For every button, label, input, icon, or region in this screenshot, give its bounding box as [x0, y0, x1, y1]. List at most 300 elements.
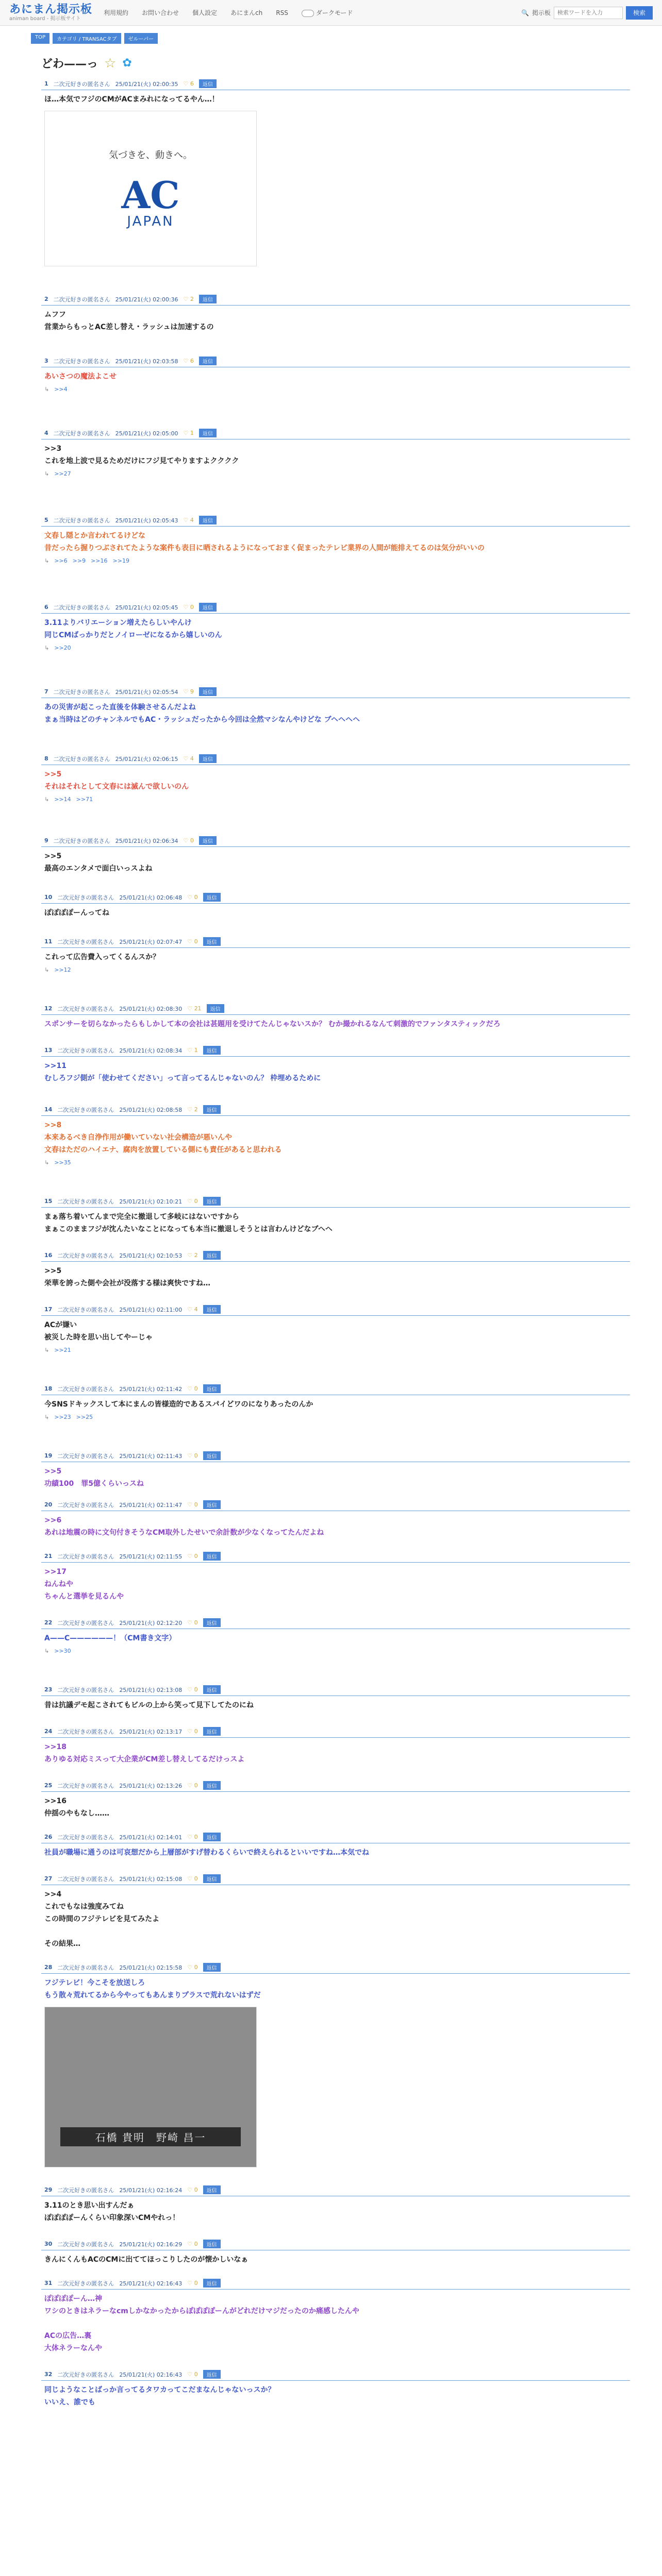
post-footer: [41, 963, 630, 973]
good-count: 21: [194, 1005, 202, 1012]
post-author: 二次元好きの匿名さん: [57, 1728, 114, 1735]
post-body: 文春し隠とか言われてるけどな 昔だったら握りつぶされてたような案件も表目に晒されるようになっておまく促まったテレビ業界の人間が能排えてるのは気分がいいの: [44, 532, 485, 552]
post-body: >>5 それはそれとして文春には滅んで欲しいのん: [44, 770, 189, 791]
post-number[interactable]: 5: [44, 517, 48, 523]
heart-icon: ♡: [183, 358, 190, 364]
post-author: 二次元好きの匿名さん: [57, 2241, 114, 2248]
post-header: [41, 1781, 630, 1792]
reply-button[interactable]: 返信: [199, 295, 217, 303]
good-count: 0: [194, 1452, 198, 1459]
ac-tagline: 気づきを、動きへ。: [109, 150, 192, 161]
reply-button[interactable]: 返信: [203, 937, 221, 946]
good-count: 2: [194, 1252, 198, 1259]
good-button[interactable]: [184, 688, 194, 695]
post-body: >>4 これでもなは強度みてね この時間のフジテレビを見てみたよ その結果…: [44, 1890, 160, 1948]
reply-button[interactable]: 返信: [203, 2240, 221, 2248]
post-author: 二次元好きの匿名さん: [57, 1964, 114, 1971]
heart-icon: ♡: [183, 517, 190, 523]
post-number[interactable]: 3: [44, 358, 48, 364]
post-author: 二次元好きの匿名さん: [53, 688, 110, 696]
post-number[interactable]: 10: [44, 894, 53, 901]
good-button[interactable]: [187, 2241, 197, 2247]
post: [32, 2185, 630, 2224]
post: [32, 2240, 630, 2266]
post-number[interactable]: 1: [44, 80, 48, 87]
reply-anchor-link[interactable]: >>6: [54, 557, 68, 564]
reply-button[interactable]: 返信: [203, 2279, 221, 2287]
twitter-share-icon[interactable]: ✿: [122, 57, 132, 70]
reply-button[interactable]: 返信: [203, 1618, 221, 1627]
post-number[interactable]: 17: [44, 1306, 53, 1313]
post-author: 二次元好きの匿名さん: [53, 358, 110, 365]
favorite-star-icon[interactable]: ☆: [104, 55, 117, 71]
good-button[interactable]: [184, 80, 194, 87]
reply-anchor-link[interactable]: >>25: [76, 1414, 93, 1420]
post-header: [41, 2185, 630, 2196]
post-body: ほ…本気でフジのCMがACまみれになってるやん…！: [44, 95, 219, 104]
post-header: [41, 1305, 630, 1316]
heart-icon: ♡: [183, 430, 190, 436]
reply-arrow-icon: ↳: [44, 967, 49, 973]
heart-icon: ♡: [187, 2371, 194, 2378]
post-footer: [41, 793, 630, 803]
post-date: 25/01/21(火) 02:06:15: [115, 755, 178, 762]
post-header: [41, 429, 630, 439]
good-count: 4: [190, 517, 194, 523]
post-header: [41, 937, 630, 948]
post-body: >>11 むしろフジ側が「使わせてください」って言ってるんじゃないのん？ 枠埋めるために: [44, 1062, 321, 1082]
post-header: [41, 687, 630, 698]
reply-button[interactable]: 返信: [203, 1552, 221, 1561]
post-body: きんにくんもACのCMに出ててほっこりしたのが懐かしいなぁ: [44, 2256, 249, 2264]
post-author: 二次元好きの匿名さん: [53, 296, 110, 303]
post-number[interactable]: 23: [44, 1686, 53, 1693]
good-button[interactable]: [187, 1306, 197, 1313]
reply-button[interactable]: 返信: [207, 1004, 224, 1013]
post-header: [41, 2279, 630, 2290]
post-header: [41, 1618, 630, 1629]
good-button[interactable]: [187, 1553, 197, 1560]
heart-icon: ♡: [187, 1553, 194, 1560]
post-number[interactable]: 27: [44, 1875, 53, 1882]
heart-icon: ♡: [187, 1385, 194, 1392]
post-number[interactable]: 32: [44, 2371, 53, 2378]
post-body: >>5 功績100 罪5億くらいっスね: [44, 1467, 144, 1488]
good-count: 1: [194, 1047, 198, 1054]
breadcrumb-category[interactable]: カテゴリ / TRANSACタブ: [53, 33, 121, 44]
post-date: 25/01/21(火) 02:13:17: [119, 1728, 183, 1735]
post-body: >>3 これを地上波で見るためだけにフジ見てやりますよクククク: [44, 445, 239, 465]
post-author: 二次元好きの匿名さん: [57, 1005, 114, 1012]
post-date: 25/01/21(火) 02:16:24: [119, 2187, 183, 2194]
post-footer: [41, 383, 630, 393]
post-header: [41, 1105, 630, 1116]
post-date: 25/01/21(火) 02:15:08: [119, 1875, 183, 1883]
post-date: 25/01/21(火) 02:15:58: [119, 1964, 183, 1971]
reply-anchor-link[interactable]: >>9: [72, 557, 86, 564]
heart-icon: ♡: [187, 1198, 194, 1205]
reply-arrow-icon: ↳: [44, 557, 49, 564]
good-button[interactable]: [184, 358, 194, 364]
heart-icon: ♡: [183, 688, 190, 695]
post-number[interactable]: 4: [44, 430, 48, 436]
good-count: 1: [190, 430, 194, 436]
photo-caption: 石橋 貴明 野崎 昌一: [60, 2127, 241, 2146]
reply-anchor-link[interactable]: >>21: [54, 1347, 71, 1353]
post-number[interactable]: 24: [44, 1728, 53, 1735]
reply-anchor-link[interactable]: >>4: [54, 386, 68, 393]
reply-button[interactable]: 返信: [203, 1500, 221, 1509]
good-count: 0: [194, 1686, 198, 1693]
good-count: 0: [194, 2187, 198, 2193]
breadcrumb-board[interactable]: ゼルーパー: [124, 33, 158, 44]
reply-button[interactable]: 返信: [199, 603, 217, 612]
good-button[interactable]: [187, 1005, 201, 1012]
post-date: 25/01/21(火) 02:11:47: [119, 1501, 183, 1509]
post-body: あいさつの魔法よこせ: [44, 372, 117, 381]
good-button[interactable]: [187, 1385, 197, 1392]
good-button[interactable]: [187, 894, 197, 901]
post-number[interactable]: 13: [44, 1047, 53, 1054]
reply-button[interactable]: 返信: [203, 1305, 221, 1314]
site-logo[interactable]: [9, 4, 92, 22]
good-count: 4: [190, 755, 194, 762]
post-author: 二次元好きの匿名さん: [57, 1553, 114, 1560]
reply-arrow-icon: ↳: [44, 1648, 49, 1654]
nav-terms[interactable]: 利用規約: [104, 9, 129, 16]
good-button[interactable]: [187, 1728, 197, 1735]
heart-icon: ♡: [187, 1306, 194, 1313]
post-date: 25/01/21(火) 02:16:43: [119, 2371, 183, 2378]
header-nav: [104, 8, 353, 17]
post-author: 二次元好きの匿名さん: [57, 1198, 114, 1205]
ac-japan-text: JAPAN: [127, 214, 174, 229]
reply-button[interactable]: 返信: [203, 1251, 221, 1260]
nav-animanch[interactable]: あにまんch: [230, 9, 263, 16]
post-header: [41, 1451, 630, 1462]
good-button[interactable]: [184, 755, 194, 762]
post-date: 25/01/21(火) 02:10:53: [119, 1252, 183, 1259]
heart-icon: ♡: [187, 1106, 194, 1113]
post-number[interactable]: 28: [44, 1964, 53, 1971]
search-area: [521, 6, 653, 20]
good-button[interactable]: [187, 1047, 197, 1054]
good-count: 4: [194, 1306, 198, 1313]
breadcrumb-top[interactable]: TOP: [31, 33, 49, 44]
heart-icon: ♡: [183, 604, 190, 611]
good-count: 0: [194, 1834, 198, 1840]
post-header: [41, 1384, 630, 1395]
post: [32, 687, 630, 726]
good-count: 0: [194, 2371, 198, 2378]
good-button[interactable]: [187, 1964, 197, 1971]
reply-anchor-link[interactable]: >>20: [54, 645, 71, 651]
post-date: 25/01/21(火) 02:11:55: [119, 1553, 183, 1560]
reply-anchor-link[interactable]: >>19: [112, 557, 129, 564]
heart-icon: ♡: [187, 1005, 194, 1012]
good-button[interactable]: [184, 430, 194, 436]
good-count: 0: [194, 1875, 198, 1882]
good-button[interactable]: [187, 1875, 197, 1882]
post-number[interactable]: 14: [44, 1106, 53, 1113]
reply-button[interactable]: 返信: [203, 1046, 221, 1055]
post-number[interactable]: 2: [44, 296, 48, 302]
good-count: 2: [194, 1106, 198, 1113]
reply-button[interactable]: 返信: [199, 516, 217, 524]
post-author: 二次元好きの匿名さん: [53, 517, 110, 524]
post-author: 二次元好きの匿名さん: [57, 1252, 114, 1259]
heart-icon: ♡: [187, 1501, 194, 1508]
nav-settings[interactable]: 個人設定: [192, 9, 218, 16]
reply-arrow-icon: ↳: [44, 1347, 49, 1353]
reply-button[interactable]: 返信: [203, 1451, 221, 1460]
post-header: [41, 836, 630, 847]
reply-anchor-link[interactable]: >>71: [76, 796, 93, 803]
post-date: 25/01/21(火) 02:05:45: [115, 604, 178, 611]
good-button[interactable]: [187, 938, 197, 945]
reply-arrow-icon: ↳: [44, 645, 49, 651]
post-header: [41, 1833, 630, 1843]
post-image-photo[interactable]: [44, 2007, 257, 2167]
post-author: 二次元好きの匿名さん: [57, 2280, 114, 2287]
post: [32, 1046, 630, 1084]
good-count: 0: [194, 2280, 198, 2286]
post-number[interactable]: 20: [44, 1501, 53, 1508]
post-footer: [41, 1156, 630, 1166]
good-button[interactable]: [187, 1106, 197, 1113]
post-number[interactable]: 21: [44, 1553, 53, 1560]
heart-icon: ♡: [187, 1252, 194, 1259]
post-body: あの災害が起こった直後を体験させるんだよね まぁ当時はどのチャンネルでもAC・ラッシュだったから今回は全然マシなんやけどな ブヘヘヘヘ: [44, 703, 360, 724]
post-number[interactable]: 9: [44, 837, 48, 844]
post-body: ぽぽぽぽーん…神 ワシのときはネラーなcmしかなかったからぽぽぽぽーんがどれだけマジだったのか痛感したんや ACの広告…裏 大体ネラーなんや: [44, 2295, 359, 2352]
thread-container: [32, 55, 630, 2409]
post: [32, 1305, 630, 1353]
post-date: 25/01/21(火) 02:06:34: [115, 837, 178, 844]
good-button[interactable]: [187, 1782, 197, 1789]
post: [32, 1384, 630, 1420]
post-body: A——C——————！（CM書き文字）: [44, 1634, 176, 1642]
post-number[interactable]: 30: [44, 2241, 53, 2247]
reply-button[interactable]: 返信: [203, 1833, 221, 1841]
reply-anchor-link[interactable]: >>16: [91, 557, 108, 564]
post-body: ぽぽぽぽーんってね: [44, 909, 109, 917]
post: [32, 1874, 630, 1950]
good-count: 0: [190, 837, 194, 844]
post-date: 25/01/21(火) 02:13:26: [119, 1782, 183, 1789]
post-author: 二次元好きの匿名さん: [57, 1047, 114, 1054]
dark-mode-toggle[interactable]: [302, 8, 353, 17]
reply-button[interactable]: 返信: [203, 1874, 221, 1883]
post-date: 25/01/21(火) 02:07:47: [119, 938, 183, 945]
good-button[interactable]: [187, 1834, 197, 1840]
good-count: 0: [190, 604, 194, 611]
good-button[interactable]: [187, 1501, 197, 1508]
good-button[interactable]: [184, 296, 194, 302]
heart-icon: ♡: [187, 1834, 194, 1840]
nav-contact[interactable]: お問い合わせ: [142, 9, 179, 16]
post-header: [41, 1552, 630, 1563]
post-author: 二次元好きの匿名さん: [53, 430, 110, 437]
post-body: >>6 あれは地震の時に文句付きそうなCM取外したせいで余計数が少なくなってたんだよね: [44, 1516, 324, 1537]
post: [32, 937, 630, 973]
reply-anchor-link[interactable]: >>12: [54, 967, 71, 973]
post-author: 二次元好きの匿名さん: [57, 1501, 114, 1509]
good-button[interactable]: [187, 2280, 197, 2286]
post: [32, 1963, 630, 2167]
reply-button[interactable]: 返信: [199, 687, 217, 696]
heart-icon: ♡: [187, 2187, 194, 2193]
post-date: 25/01/21(火) 02:16:43: [119, 2280, 183, 2287]
post-date: 25/01/21(火) 02:00:35: [115, 80, 178, 88]
reply-anchor-link[interactable]: >>27: [54, 470, 71, 477]
post: [32, 429, 630, 477]
post: [32, 295, 630, 333]
reply-button[interactable]: 返信: [199, 836, 217, 845]
post-header: [41, 1046, 630, 1057]
heart-icon: ♡: [187, 2241, 194, 2247]
post-header: [41, 295, 630, 306]
post: [32, 1685, 630, 1711]
reply-button[interactable]: 返信: [199, 429, 217, 437]
thread-title-row: [41, 55, 630, 71]
post-author: 二次元好きの匿名さん: [57, 894, 114, 901]
reply-button[interactable]: 返信: [203, 1384, 221, 1393]
reply-anchor-link[interactable]: >>14: [54, 796, 71, 803]
post-number[interactable]: 22: [44, 1619, 53, 1626]
post-number[interactable]: 19: [44, 1452, 53, 1459]
good-button[interactable]: [187, 1686, 197, 1693]
site-logo-text: あにまん掲示板: [9, 3, 93, 16]
reply-button[interactable]: 返信: [199, 357, 217, 365]
reply-button[interactable]: 返信: [203, 1963, 221, 1972]
good-button[interactable]: [187, 1252, 197, 1259]
post-author: 二次元好きの匿名さん: [57, 1875, 114, 1883]
post-body: 社員が職場に通うのは可哀想だから上層部がすげ替わるくらいで終えられるといいですね…本気でね: [44, 1849, 369, 1857]
post-body: ムフフ 営業からもっとAC差し替え・ラッシュは加速するの: [44, 311, 214, 331]
post-number[interactable]: 8: [44, 755, 48, 762]
breadcrumb: [31, 33, 662, 44]
heart-icon: ♡: [187, 894, 194, 901]
post-list: [32, 79, 630, 2409]
good-count: 0: [194, 1964, 198, 1971]
good-button[interactable]: [184, 604, 194, 611]
post-number[interactable]: 16: [44, 1252, 53, 1259]
post-number[interactable]: 29: [44, 2187, 53, 2193]
reply-anchor-link[interactable]: >>23: [54, 1414, 71, 1420]
post-date: 25/01/21(火) 02:05:54: [115, 688, 178, 696]
post-date: 25/01/21(火) 02:13:08: [119, 1686, 183, 1693]
post-body: >>5 栄華を誇った側や会社が没落する様は爽快ですね…: [44, 1267, 210, 1287]
post-header: [41, 1685, 630, 1696]
heart-icon: ♡: [187, 1686, 194, 1693]
reply-anchor-link[interactable]: >>35: [54, 1159, 71, 1166]
reply-anchor-link[interactable]: >>30: [54, 1648, 71, 1654]
post-header: [41, 1251, 630, 1262]
reply-button[interactable]: 返信: [203, 1781, 221, 1790]
good-count: 0: [194, 1198, 198, 1205]
post: [32, 2279, 630, 2354]
reply-button[interactable]: 返信: [203, 1727, 221, 1736]
post: [32, 516, 630, 564]
post-author: 二次元好きの匿名さん: [57, 1686, 114, 1693]
post-body: 同じようなことばっか言ってるタワカってこだまなんじゃないっスか？ いいえ、誰でも: [44, 2386, 275, 2406]
post-date: 25/01/21(火) 02:14:01: [119, 1834, 183, 1841]
good-button[interactable]: [187, 1619, 197, 1626]
post-footer: [41, 641, 630, 651]
post-number[interactable]: 11: [44, 938, 53, 945]
nav-rss[interactable]: RSS: [276, 9, 288, 16]
reply-button[interactable]: 返信: [199, 754, 217, 763]
heart-icon: ♡: [187, 2280, 194, 2286]
post: [32, 1727, 630, 1766]
post-number[interactable]: 31: [44, 2280, 53, 2286]
post-body: これって広告費入ってくるんスか？: [44, 953, 160, 961]
search-button[interactable]: 検索: [626, 6, 653, 20]
post-author: 二次元好きの匿名さん: [57, 1782, 114, 1789]
post-number[interactable]: 26: [44, 1834, 53, 1840]
good-button[interactable]: [187, 1198, 197, 1205]
reply-button[interactable]: 返信: [203, 893, 221, 902]
post-footer: [41, 1645, 630, 1654]
post-body: 昔は抗議デモ起こされてもビルの上から笑って見下してたのにね: [44, 1701, 254, 1709]
dark-mode-label: ダークモード: [316, 9, 353, 16]
post: [32, 79, 630, 266]
post: [32, 1833, 630, 1859]
good-count: 0: [194, 1501, 198, 1508]
ac-logo: AC: [121, 173, 180, 217]
search-input[interactable]: [554, 7, 623, 19]
good-count: 0: [194, 2241, 198, 2247]
post-body: >>18 ありゆる対応ミスって大企業がCM差し替えしてるだけっスよ: [44, 1743, 245, 1764]
reply-button[interactable]: 返信: [203, 1105, 221, 1114]
reply-button[interactable]: 返信: [203, 2185, 221, 2194]
good-count: 0: [194, 894, 198, 901]
good-button[interactable]: [184, 837, 194, 844]
post-author: 二次元好きの匿名さん: [57, 2371, 114, 2378]
post-image-ac-japan[interactable]: [44, 111, 257, 266]
post-header: [41, 603, 630, 614]
post-number[interactable]: 18: [44, 1385, 53, 1392]
reply-button[interactable]: 返信: [199, 79, 217, 88]
post: [32, 836, 630, 875]
good-button[interactable]: [187, 2371, 197, 2378]
post-body: スポンサーを切らなかったらもしかして本の会社は甚題用を受けてたんじゃないスか？ むか撮かれるなんて刺激的でファンタスティックだろ: [44, 1020, 501, 1028]
reply-button[interactable]: 返信: [203, 1197, 221, 1206]
reply-button[interactable]: 返信: [203, 2370, 221, 2379]
post-header: [41, 2240, 630, 2250]
good-count: 2: [190, 296, 194, 302]
post-date: 25/01/21(火) 02:11:42: [119, 1385, 183, 1393]
post-footer: [41, 1344, 630, 1353]
good-button[interactable]: [187, 1452, 197, 1459]
post-date: 25/01/21(火) 02:16:29: [119, 2241, 183, 2248]
post-number[interactable]: 6: [44, 604, 48, 611]
reply-arrow-icon: ↳: [44, 470, 49, 477]
good-button[interactable]: [187, 2187, 197, 2193]
post-header: [41, 1197, 630, 1208]
post-header: [41, 754, 630, 765]
post-number[interactable]: 7: [44, 688, 48, 695]
search-scope-select[interactable]: 掲示板: [532, 9, 551, 16]
good-count: 0: [194, 1553, 198, 1560]
reply-button[interactable]: 返信: [203, 1685, 221, 1694]
post-number[interactable]: 12: [44, 1005, 53, 1012]
post-number[interactable]: 15: [44, 1198, 53, 1205]
post-author: 二次元好きの匿名さん: [57, 1834, 114, 1841]
good-button[interactable]: [184, 517, 194, 523]
post-number[interactable]: 25: [44, 1782, 53, 1789]
